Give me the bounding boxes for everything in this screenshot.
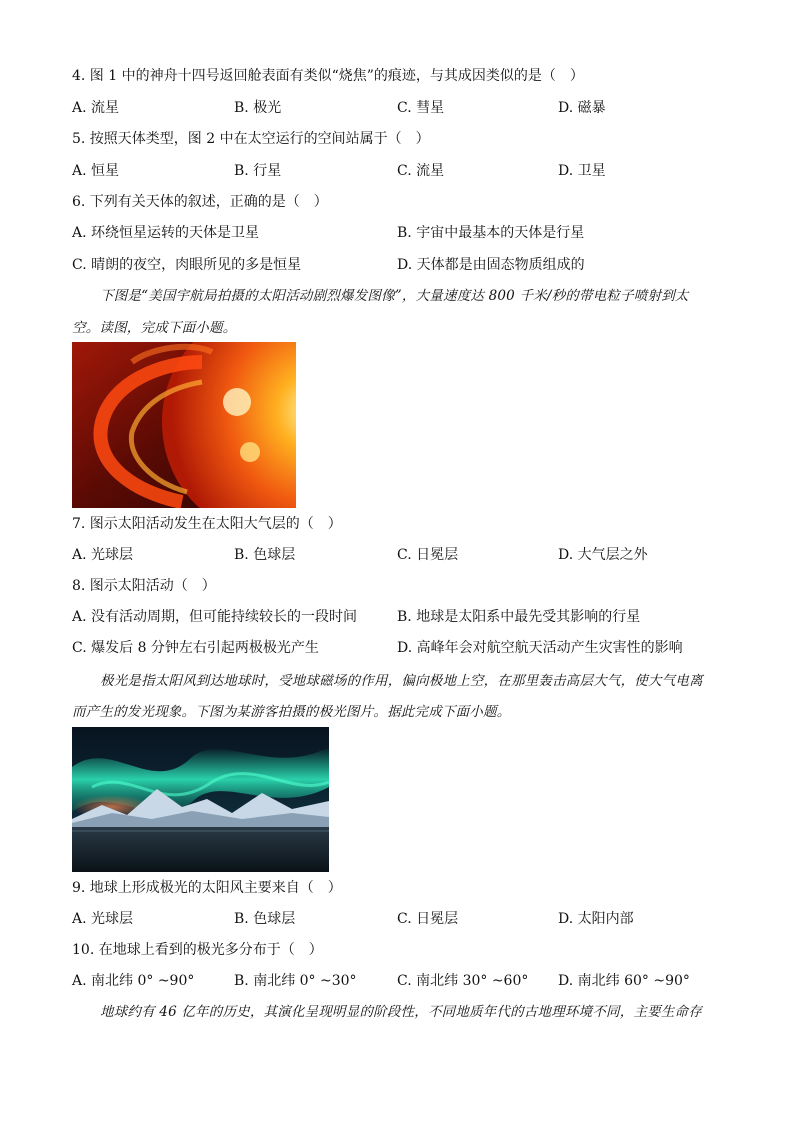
intro-paragraph-line: 极光是指太阳风到达地球时，受地球磁场的作用，偏向极地上空，在那里轰击高层大气，使大气电离	[100, 673, 703, 689]
q8-option-c: C. 爆发后 8 分钟左右引起两极极光产生	[72, 640, 319, 656]
q6-stem: 6. 下列有关天体的叙述，正确的是（ ）	[72, 194, 328, 210]
q7-option-b: B. 色球层	[234, 547, 296, 563]
q4-stem: 4. 图 1 中的神舟十四号返回舱表面有类似“烧焦”的痕迹，与其成因类似的是（ ）	[72, 68, 584, 84]
intro-paragraph-line: 空。读图，完成下面小题。	[72, 320, 237, 336]
q10-stem: 10. 在地球上看到的极光多分布于（ ）	[72, 942, 323, 958]
q8-option-a: A. 没有活动周期，但可能持续较长的一段时间	[72, 609, 358, 625]
q4-option-d: D. 磁暴	[558, 100, 606, 116]
q6-option-b: B. 宇宙中最基本的天体是行星	[397, 225, 585, 241]
q9-option-a: A. 光球层	[72, 911, 134, 927]
q5-option-d: D. 卫星	[558, 163, 606, 179]
q7-stem: 7. 图示太阳活动发生在太阳大气层的（ ）	[72, 516, 342, 532]
q4-option-b: B. 极光	[234, 100, 282, 116]
intro-paragraph-line: 而产生的发光现象。下图为某游客拍摄的极光图片。据此完成下面小题。	[72, 704, 511, 720]
q5-option-c: C. 流星	[397, 163, 445, 179]
q10-option-a: A. 南北纬 0° ~90°	[72, 973, 195, 989]
q6-option-c: C. 晴朗的夜空，肉眼所见的多是恒星	[72, 257, 302, 273]
q6-option-d: D. 天体都是由固态物质组成的	[397, 257, 585, 273]
q5-stem: 5. 按照天体类型，图 2 中在太空运行的空间站属于（ ）	[72, 131, 430, 147]
q7-option-d: D. 大气层之外	[558, 547, 648, 563]
intro-paragraph-line: 地球约有 46 亿年的历史，其演化呈现明显的阶段性，不同地质年代的古地理环境不同，主要生命存	[100, 1004, 702, 1020]
q9-option-d: D. 太阳内部	[558, 911, 634, 927]
q9-option-c: C. 日冕层	[397, 911, 459, 927]
q5-option-a: A. 恒星	[72, 163, 120, 179]
aurora-image	[72, 727, 329, 872]
q6-option-a: A. 环绕恒星运转的天体是卫星	[72, 225, 260, 241]
q4-option-c: C. 彗星	[397, 100, 445, 116]
q10-option-c: C. 南北纬 30° ~60°	[397, 973, 529, 989]
q5-option-b: B. 行星	[234, 163, 282, 179]
q10-option-d: D. 南北纬 60° ~90°	[558, 973, 690, 989]
q8-option-d: D. 高峰年会对航空航天活动产生灾害性的影响	[397, 640, 683, 656]
q7-option-c: C. 日冕层	[397, 547, 459, 563]
q10-option-b: B. 南北纬 0° ~30°	[234, 973, 357, 989]
q9-stem: 9. 地球上形成极光的太阳风主要来自（ ）	[72, 880, 342, 896]
q8-stem: 8. 图示太阳活动（ ）	[72, 578, 216, 594]
q4-option-a: A. 流星	[72, 100, 120, 116]
solar-flare-image	[72, 342, 296, 508]
intro-paragraph-line: 下图是“美国宇航局拍摄的太阳活动剧烈爆发图像”，大量速度达 800 千米/秒的带电粒子喷射到太	[100, 288, 689, 304]
q9-option-b: B. 色球层	[234, 911, 296, 927]
q7-option-a: A. 光球层	[72, 547, 134, 563]
q8-option-b: B. 地球是太阳系中最先受其影响的行星	[397, 609, 641, 625]
